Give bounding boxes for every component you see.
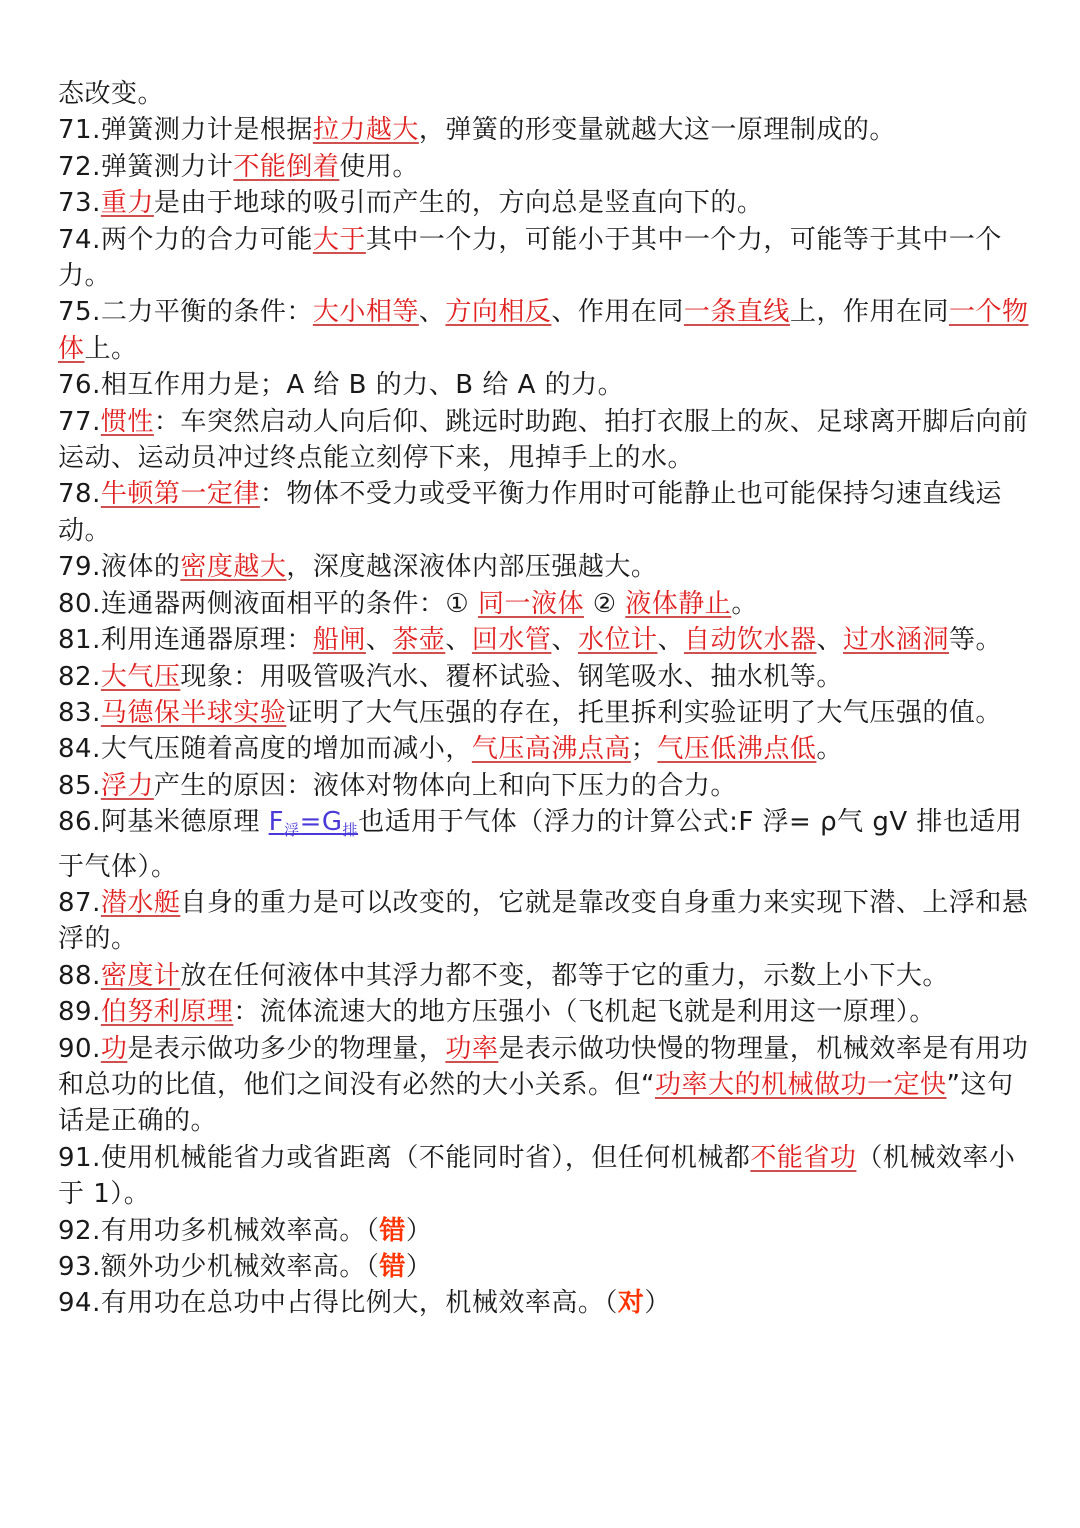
keyword: 惯性 [100, 406, 154, 437]
item-71: 71.弹簧测力计是根据拉力越大，弹簧的形变量就越大这一原理制成的。 [58, 115, 896, 146]
item-81: 81.利用连通器原理：船闸、茶壶、回水管、水位计、自动饮水器、过水涵洞等。 [58, 625, 1003, 656]
keyword: 密度越大 [180, 552, 287, 583]
keyword: 功 [100, 1033, 128, 1064]
keyword: 伯努利原理 [100, 997, 234, 1028]
keyword: 气压低沸点低 [657, 734, 817, 765]
item-94: 94.有用功在总功中占得比例大，机械效率高。（对） [58, 1288, 671, 1319]
item-82: 82.大气压现象：用吸管吸汽水、覆杯试验、钢笔吸水、抽水机等。 [58, 661, 843, 692]
item-74: 74.两个力的合力可能大于其中一个力，可能小于其中一个力，可能等于其中一个力。 [58, 224, 1002, 292]
item-80: 80.连通器两侧液面相平的条件：① 同一液体 ② 液体静止。 [58, 588, 758, 619]
keyword: 大小相等 [312, 297, 419, 328]
keyword: 液体静止 [625, 588, 732, 619]
document-page [58, 76, 1038, 1322]
item-89: 89.伯努利原理：流体流速大的地方压强小（飞机起飞就是利用这一原理）。 [58, 997, 936, 1028]
item-90: 90.功是表示做功多少的物理量，功率是表示做功快慢的物理量，机械效率是有用功和总功的比值，他们之间没有必然的大小关系。但“功率大的机械做功一定快”这句话是正确的。 [58, 1033, 1029, 1137]
line-continuation: 态改变。 [58, 79, 165, 109]
keyword: 茶壶 [392, 625, 446, 656]
keyword: 船闸 [312, 625, 366, 656]
keyword: 一条直线 [683, 297, 790, 328]
item-73: 73.重力是由于地球的吸引而产生的，方向总是竖直向下的。 [58, 188, 764, 219]
keyword: 回水管 [471, 625, 552, 656]
keyword: 马德保半球实验 [100, 697, 287, 728]
item-83: 83.马德保半球实验证明了大气压强的存在，托里拆利实验证明了大气压强的值。 [58, 697, 1002, 728]
item-93: 93.额外功少机械效率高。（错） [58, 1252, 433, 1282]
item-88: 88.密度计放在任何液体中其浮力都不变，都等于它的重力，示数上小下大。 [58, 960, 949, 991]
answer: 错 [379, 1252, 406, 1282]
item-78: 78.牛顿第一定律：物体不受力或受平衡力作用时可能静止也可能保持匀速直线运动。 [58, 479, 1002, 546]
item-92: 92.有用功多机械效率高。（错） [58, 1215, 433, 1246]
keyword: 拉力越大 [312, 115, 419, 146]
keyword: 同一液体 [477, 588, 584, 619]
answer: 错 [379, 1215, 406, 1246]
item-76: 76.相互作用力是；A 给 B 的力、B 给 A 的力。 [58, 370, 625, 401]
keyword: 一个物体 [58, 297, 1029, 364]
keyword: 牛顿第一定律 [100, 479, 260, 510]
item-91: 91.使用机械能省力或省距离（不能同时省），但任何机械都不能省功（机械效率小于 1）。 [58, 1142, 1016, 1210]
item-77: 77.惯性：车突然启动人向后仰、跳远时助跑、拍打衣服上的灰、足球离开脚后向前运动、运动员冲过终点能立刻停下来，甩掉手上的水。 [58, 406, 1029, 474]
keyword: 不能倒着 [233, 151, 340, 182]
keyword: 大气压 [100, 661, 181, 692]
keyword: 自动饮水器 [683, 625, 817, 656]
keyword: 大于 [312, 224, 366, 255]
item-84: 84.大气压随着高度的增加而减小，气压高沸点高；气压低沸点低。 [58, 734, 843, 765]
item-72: 72.弹簧测力计不能倒着使用。 [58, 151, 419, 182]
formula: $F_浮=G_排$ [268, 807, 359, 840]
keyword: 方向相反 [445, 297, 552, 328]
keyword: 不能省功 [750, 1142, 857, 1173]
keyword: 重力 [100, 188, 154, 219]
keyword: 功率 [445, 1033, 499, 1064]
keyword: 过水涵洞 [843, 625, 950, 656]
item-87: 87.潜水艇自身的重力是可以改变的，它就是靠改变自身重力来实现下潜、上浮和悬浮的。 [58, 887, 1029, 955]
item-85: 85.浮力产生的原因：液体对物体向上和向下压力的合力。 [58, 770, 737, 801]
keyword: 密度计 [100, 960, 181, 991]
keyword: 潜水艇 [100, 887, 181, 918]
item-75: 75.二力平衡的条件：大小相等、方向相反、作用在同一条直线上，作用在同一个物体上。 [58, 297, 1029, 364]
answer: 对 [617, 1288, 645, 1319]
keyword: 水位计 [577, 625, 658, 656]
keyword: 浮力 [100, 770, 154, 801]
keyword: 气压高沸点高 [471, 734, 631, 765]
item-86: 86.阿基米德原理 $F_浮=G_排$也适用于气体（浮力的计算公式:F 浮= ρ气 gV 排也适用于气体）。 [58, 807, 1023, 882]
item-79: 79.液体的密度越大，深度越深液体内部压强越大。 [58, 552, 658, 583]
keyword: 功率大的机械做功一定快 [654, 1069, 947, 1100]
